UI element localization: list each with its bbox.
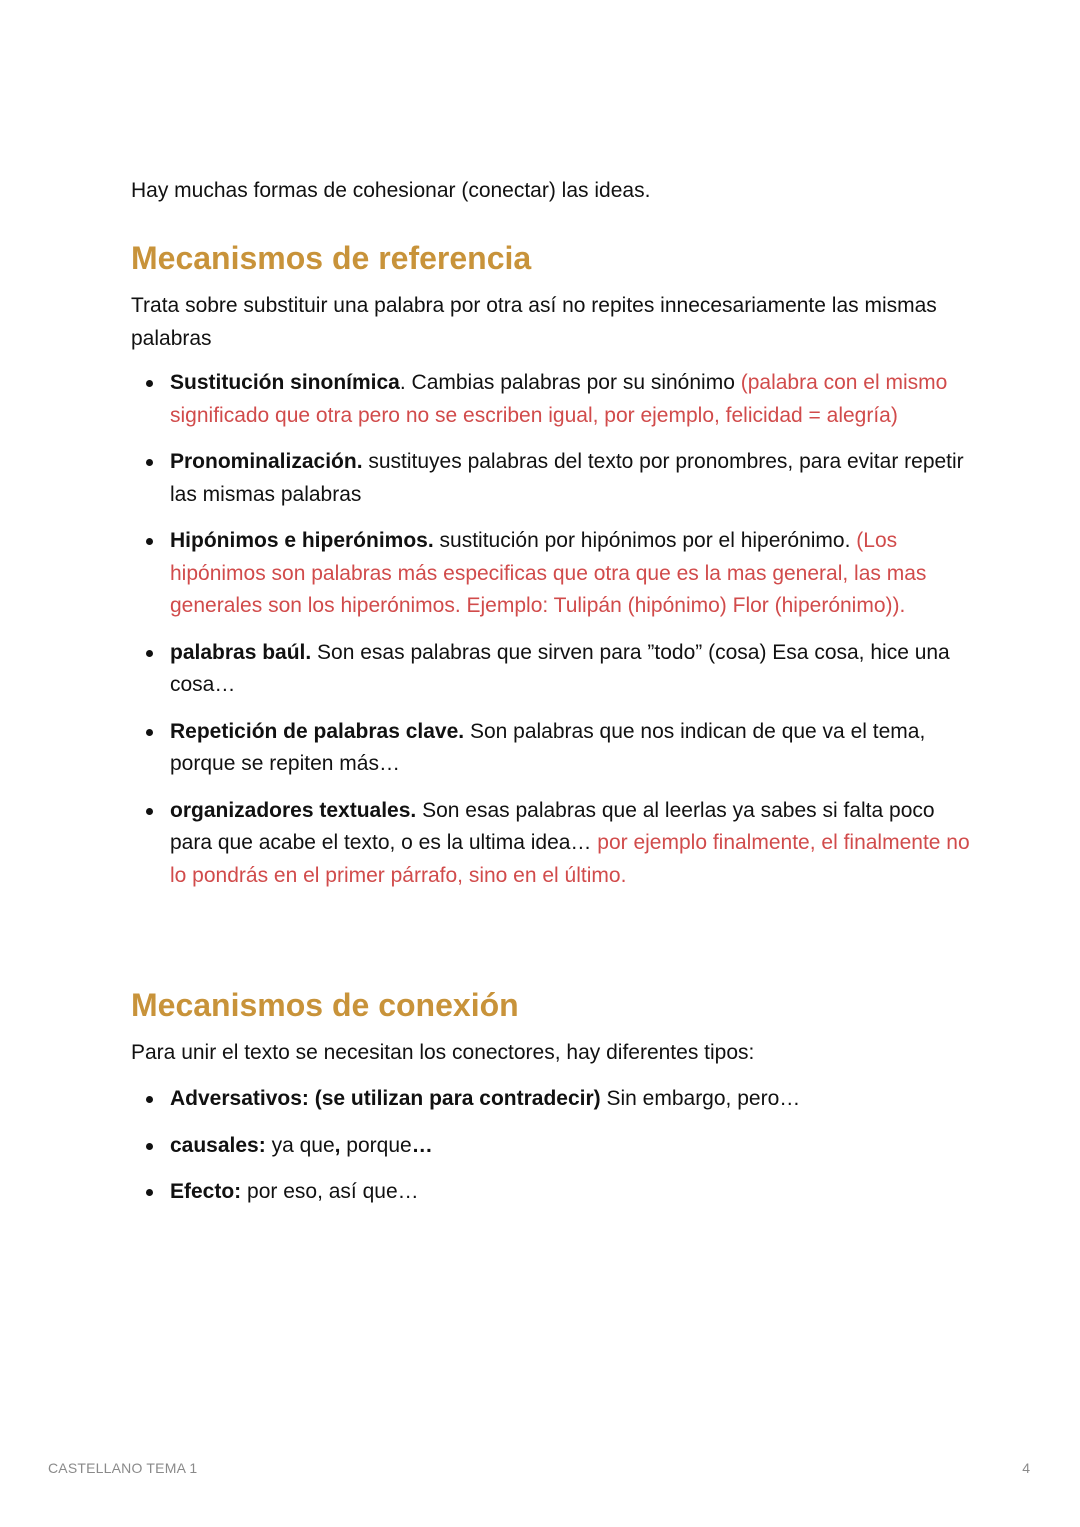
section-title-referencia: Mecanismos de referencia — [131, 240, 532, 276]
item-text: Son esas palabras que sirven para ”todo” (cosa) Esa cosa, hice una cosa… — [170, 640, 950, 696]
item-text: Son palabras que nos indican de que va el tema, porque se repiten más… — [170, 719, 926, 775]
item-text: . Cambias palabras por su sinónimo — [399, 371, 741, 394]
item-note: por ejemplo finalmente, el finalmente no lo pondrás en el primer párrafo, sino en el último. — [170, 831, 970, 887]
item-term: Repetición de palabras clave. — [170, 719, 465, 743]
item-term-comma: , — [334, 1133, 341, 1157]
list-item — [170, 367, 982, 432]
item-note: (palabra con el mismo significado que otra pero no se escriben igual, por ejemplo, felicidad = alegría) — [170, 371, 948, 427]
item-term: palabras baúl. — [170, 640, 312, 664]
referencia-list — [131, 367, 982, 906]
item-text: ya que — [265, 1133, 335, 1157]
list-item — [170, 1176, 982, 1209]
item-text-2: porque — [340, 1133, 412, 1157]
item-term: Hipónimos e hiperónimos. — [170, 529, 434, 552]
item-term: causales: — [170, 1133, 266, 1157]
list-item — [170, 637, 982, 702]
section-description-referencia: Trata sobre substituir una palabra por otra así no repites innecesariamente las mismas palabras — [131, 294, 937, 350]
item-term-ellipsis: … — [411, 1133, 433, 1157]
list-item — [170, 716, 982, 781]
item-text: Sin embargo, pero… — [600, 1087, 801, 1110]
page-number: 4 — [1022, 1460, 1030, 1476]
footer-title: CASTELLANO TEMA 1 — [48, 1460, 198, 1476]
conexion-list — [131, 1083, 982, 1223]
list-item — [170, 446, 982, 511]
section-description-conexion: Para unir el texto se necesitan los conectores, hay diferentes tipos: — [131, 1041, 755, 1064]
item-term: Sustitución sinonímica — [170, 371, 400, 394]
item-term: Adversativos: (se utilizan para contradecir) — [170, 1087, 601, 1110]
section-title-conexion: Mecanismos de conexión — [131, 987, 519, 1023]
item-note: (Los hipónimos son palabras más especificas que otra que es la mas general, las mas generales son los hiperónimos. Ejemplo: Tulipán (hipónimo) Flor (hiperónimo)). — [170, 529, 927, 617]
item-term: Efecto: — [170, 1180, 242, 1203]
item-term: organizadores textuales. — [170, 798, 417, 822]
item-text: sustituyes palabras del texto por pronombres, para evitar repetir las mismas palabras — [170, 450, 964, 506]
list-item — [170, 525, 982, 623]
item-text: Son esas palabras que al leerlas ya sabes si falta poco para que acabe el texto, o es la ultima idea… — [170, 798, 935, 854]
list-item — [170, 1130, 982, 1163]
item-text: sustitución por hipónimos por el hiperónimo. — [433, 529, 857, 552]
item-text: por eso, así que… — [241, 1180, 419, 1203]
intro-paragraph: Hay muchas formas de cohesionar (conectar) las ideas. — [131, 179, 651, 202]
list-item — [170, 1083, 982, 1116]
item-term: Pronominalización. — [170, 450, 363, 473]
list-item — [170, 795, 982, 893]
